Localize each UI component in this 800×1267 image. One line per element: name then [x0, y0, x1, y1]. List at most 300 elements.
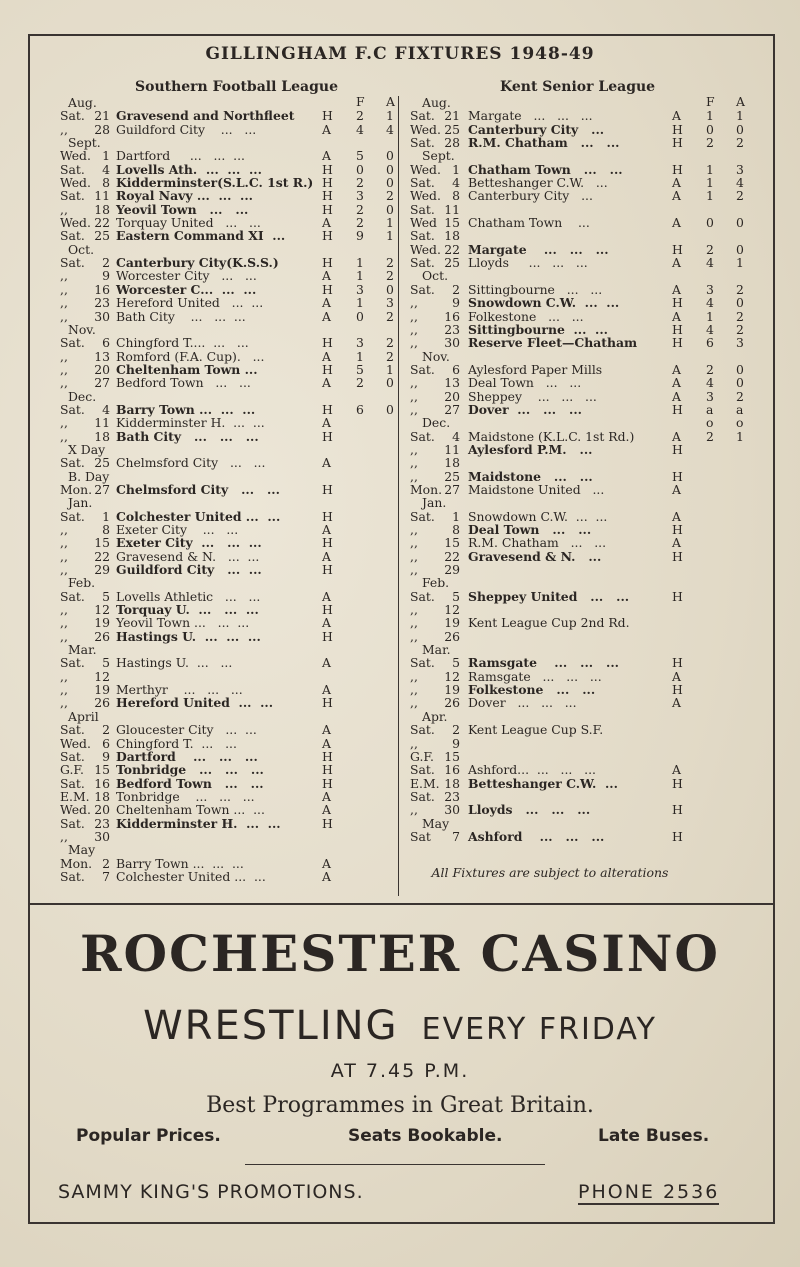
fixture-date: 27 — [444, 481, 460, 497]
fixture-day: Wed. — [60, 215, 91, 231]
fixture-date: 18 — [94, 201, 110, 217]
fixture-row — [410, 763, 760, 776]
fixture-date: 12 — [94, 668, 110, 684]
fixture-row — [60, 376, 400, 389]
fixture-date: 7 — [452, 828, 460, 844]
fixture-row — [410, 830, 760, 843]
goals-for: 2 — [356, 175, 364, 191]
fixture-venue: H — [672, 802, 683, 818]
fixture-row — [60, 256, 400, 269]
goals-against: 1 — [736, 428, 744, 444]
fixture-venue: H — [322, 508, 333, 524]
fixture-row — [60, 830, 400, 843]
fixture-day: Sat. — [60, 655, 85, 671]
fixture-opponent: Canterbury City ... — [468, 121, 605, 137]
fixture-venue: A — [672, 375, 681, 391]
fixture-opponent: Ramsgate ... ... ... — [468, 655, 619, 671]
fixture-date: 15 — [444, 215, 460, 231]
month-label: April — [68, 708, 99, 724]
fixture-opponent: Barry Town ... ... ... — [116, 855, 244, 871]
fixture-day: ,, — [60, 281, 68, 297]
fixture-opponent: Worcester C... ... ... — [116, 281, 257, 297]
goals-against: 3 — [736, 335, 744, 351]
fixture-day: Wed. — [60, 735, 91, 751]
goals-against: 2 — [736, 388, 744, 404]
fixture-venue: A — [672, 695, 681, 711]
fixture-day: ,, — [60, 415, 68, 431]
month-label: Jan. — [422, 495, 447, 511]
fixture-opponent: Ramsgate ... ... ... — [468, 668, 602, 684]
fixture-day: Sat. — [410, 588, 435, 604]
fixture-date: 6 — [452, 361, 460, 377]
fixture-venue: A — [322, 215, 331, 231]
fixture-day: ,, — [410, 562, 418, 578]
fixture-venue: A — [672, 428, 681, 444]
fixture-row — [60, 510, 400, 523]
fixture-venue: A — [322, 415, 331, 431]
kent-league-heading: Kent Senior League — [500, 79, 656, 95]
fixture-row — [60, 550, 400, 563]
fixture-date: 13 — [94, 348, 110, 364]
against-header: A — [736, 94, 745, 109]
fixture-row — [410, 216, 760, 229]
fixture-row — [60, 616, 400, 629]
fixture-row — [60, 683, 400, 696]
fixture-day: ,, — [60, 295, 68, 311]
month-heading — [410, 710, 760, 723]
month-label: Oct. — [422, 268, 449, 284]
fixture-row — [60, 630, 400, 643]
fixture-date: 11 — [444, 441, 460, 457]
fixture-venue: A — [322, 455, 331, 471]
fixture-day: Sat. — [410, 361, 435, 377]
fixture-opponent: Chingford T. ... ... — [116, 735, 237, 751]
fixture-day: Sat. — [410, 655, 435, 671]
fixture-venue: H — [672, 161, 683, 177]
fixture-opponent: Tonbridge ... ... ... — [116, 788, 255, 804]
fixture-day: Sat. — [60, 108, 85, 124]
fixture-date: 1 — [102, 148, 110, 164]
fixture-date: 25 — [444, 121, 460, 137]
fixture-row — [410, 470, 760, 483]
fixture-day: ,, — [410, 335, 418, 351]
month-heading — [60, 136, 400, 149]
month-label: Sept. — [422, 148, 455, 164]
fixture-venue: A — [672, 215, 681, 231]
fixture-date: 2 — [102, 255, 110, 271]
fixture-date: 30 — [94, 828, 110, 844]
fixture-day: Sat — [410, 828, 431, 844]
fixture-venue: H — [672, 441, 683, 457]
goals-against: 4 — [386, 121, 394, 137]
fixture-venue: A — [672, 508, 681, 524]
fixture-date: 25 — [444, 468, 460, 484]
fixture-row — [60, 590, 400, 603]
fixture-venue: H — [322, 762, 333, 778]
fixture-date: 30 — [444, 335, 460, 351]
month-heading — [60, 496, 400, 509]
advert-best-programmes: Best Programmes in Great Britain. — [206, 1093, 594, 1118]
fixture-venue: H — [322, 815, 333, 831]
month-heading — [60, 843, 400, 856]
fixture-day: ,, — [60, 308, 68, 324]
goals-for: 4 — [706, 255, 714, 271]
fixture-row — [60, 296, 400, 309]
goals-against: 2 — [736, 321, 744, 337]
fixture-date: 12 — [444, 602, 460, 618]
fixture-date: 26 — [444, 695, 460, 711]
fixture-row — [60, 656, 400, 669]
fixture-opponent: Yeovil Town ... ... ... — [116, 615, 250, 631]
fixture-day: Sat. — [60, 401, 85, 417]
advert-time: AT 7.45 P.M. — [330, 1060, 470, 1082]
fixture-opponent: Ashford... ... ... ... — [468, 762, 596, 778]
fixture-date: 11 — [94, 415, 110, 431]
goals-against: 0 — [386, 281, 394, 297]
fixture-row — [410, 656, 760, 669]
month-label: Mar. — [422, 642, 451, 658]
fixture-row — [60, 149, 400, 162]
month-label: Dec. — [68, 388, 97, 404]
fixture-day: Sat. — [60, 161, 85, 177]
fixture-date: 28 — [94, 121, 110, 137]
goals-against: 2 — [386, 255, 394, 271]
fixture-day: ,, — [410, 388, 418, 404]
goals-for: 1 — [356, 268, 364, 284]
fixture-date: 15 — [94, 762, 110, 778]
fixture-row — [60, 336, 400, 349]
fixture-date: 5 — [452, 655, 460, 671]
goals-against: 0 — [736, 241, 744, 257]
goals-against: 1 — [386, 228, 394, 244]
fixture-row — [60, 283, 400, 296]
advert-wrestling-line — [0, 1003, 800, 1049]
fixture-day: ,, — [410, 468, 418, 484]
month-heading — [60, 96, 400, 109]
fixture-venue: A — [672, 388, 681, 404]
goals-for: a — [706, 401, 714, 417]
fixture-day: Mon. — [60, 481, 93, 497]
goals-against: 2 — [386, 335, 394, 351]
fixture-date: 23 — [444, 788, 460, 804]
fixture-date: 18 — [444, 455, 460, 471]
fixture-date: 11 — [94, 188, 110, 204]
fixture-day: Sat. — [410, 201, 435, 217]
goals-against: 0 — [736, 215, 744, 231]
advert-wrestling: WRESTLING — [143, 1003, 399, 1049]
fixture-row — [60, 216, 400, 229]
fixture-day: Wed. — [410, 241, 441, 257]
fixture-venue: H — [322, 335, 333, 351]
fixture-day: Sat. — [410, 228, 435, 244]
fixture-opponent: Deal Town ... ... — [468, 522, 592, 537]
fixture-date: 8 — [102, 175, 110, 191]
fixture-date: 1 — [452, 508, 460, 524]
fixture-row — [60, 363, 400, 376]
fixture-date: 9 — [102, 268, 110, 284]
fixture-venue: A — [672, 108, 681, 124]
fixture-opponent: Bath City ... ... ... — [116, 428, 259, 444]
fixture-date: 2 — [452, 281, 460, 297]
goals-against: 2 — [386, 308, 394, 324]
fixture-opponent: Hastings U. ... ... — [116, 655, 233, 671]
fixture-opponent: Merthyr ... ... ... — [116, 682, 243, 698]
southern-league-heading: Southern Football League — [135, 79, 338, 95]
goals-for: 1 — [706, 108, 714, 124]
fixture-date: 23 — [444, 321, 460, 337]
fixture-row — [60, 176, 400, 189]
goals-for: 3 — [356, 281, 364, 297]
fixture-opponent: Aylesford Paper Mills — [468, 361, 603, 377]
goals-for: 3 — [706, 281, 714, 297]
fixture-row — [410, 563, 760, 576]
fixture-day: G.F. — [60, 762, 84, 778]
goals-against: 1 — [386, 215, 394, 231]
fixture-opponent: Barry Town ... ... ... — [116, 401, 256, 417]
fixture-row — [410, 670, 760, 683]
fixture-opponent: Sittingbourne ... ... — [468, 281, 603, 297]
fixture-venue: H — [672, 548, 683, 564]
fixture-venue: H — [672, 295, 683, 311]
fixture-opponent: Snowdown C.W. ... ... — [468, 508, 608, 524]
fixture-date: 20 — [444, 388, 460, 404]
fixture-date: 16 — [444, 308, 460, 324]
fixture-day: ,, — [410, 321, 418, 337]
month-heading — [60, 710, 400, 723]
fixture-row — [410, 203, 760, 216]
goals-for: 0 — [356, 308, 364, 324]
fixture-day: Sat. — [410, 762, 435, 778]
fixture-day: Sat. — [60, 228, 85, 244]
fixture-day: Sat. — [60, 868, 85, 884]
fixture-day: ,, — [60, 268, 68, 284]
month-label: X Day — [68, 441, 106, 457]
fixture-date: 4 — [452, 428, 460, 444]
goals-against: 0 — [386, 161, 394, 177]
fixture-opponent: Lovells Athletic ... ... — [116, 588, 261, 604]
fixture-row — [410, 136, 760, 149]
fixture-date: 27 — [94, 481, 110, 497]
advert-every-friday: EVERY FRIDAY — [421, 1012, 657, 1047]
fixture-venue: H — [322, 281, 333, 297]
fixture-day: Mon. — [410, 481, 443, 497]
goals-for: 0 — [706, 121, 714, 137]
advert-seats: Seats Bookable. — [348, 1126, 503, 1146]
fixture-day: ,, — [410, 668, 418, 684]
goals-against: 1 — [386, 361, 394, 377]
fixture-opponent: Canterbury City(K.S.S.) — [116, 255, 279, 271]
month-heading — [410, 350, 760, 363]
fixture-venue: A — [672, 188, 681, 204]
fixture-opponent: Sheppey United ... ... — [468, 588, 630, 604]
fixture-day: Sat. — [60, 255, 85, 271]
fixture-opponent: Colchester United ... ... — [116, 508, 281, 524]
fixture-day: G.F. — [410, 748, 434, 764]
fixture-date: 21 — [94, 108, 110, 124]
fixture-opponent: Lovells Ath. ... ... ... — [116, 161, 262, 177]
goals-for: 1 — [706, 308, 714, 324]
goals-for: 0 — [356, 161, 364, 177]
fixture-date: 6 — [102, 335, 110, 351]
fixture-day: E.M. — [60, 788, 90, 804]
fixture-venue: H — [322, 628, 333, 644]
fixture-row — [410, 310, 760, 323]
month-heading — [60, 470, 400, 483]
goals-against: 2 — [736, 135, 744, 151]
goals-against: 0 — [736, 295, 744, 311]
fixture-date: 18 — [94, 788, 110, 804]
advert-phone: PHONE 2536 — [578, 1181, 720, 1203]
fixture-venue: A — [672, 281, 681, 297]
month-label: Mar. — [68, 642, 97, 658]
fixture-venue: A — [322, 588, 331, 604]
fixture-opponent: Chelmsford City ... ... — [116, 481, 280, 497]
goals-for: 1 — [706, 161, 714, 177]
goals-against: 1 — [386, 108, 394, 124]
fixture-date: 15 — [444, 748, 460, 764]
fixture-row — [60, 803, 400, 816]
fixture-opponent: R.M. Chatham ... ... — [468, 535, 607, 551]
goals-against: 2 — [736, 308, 744, 324]
goals-against: 0 — [386, 401, 394, 417]
fixture-date: 22 — [444, 241, 460, 257]
fixture-row — [410, 430, 760, 443]
fixture-venue: A — [322, 868, 331, 884]
fixture-row — [410, 737, 760, 750]
fixture-opponent: Romford (F.A. Cup). ... — [116, 348, 265, 364]
fixture-opponent: Exeter City ... ... — [116, 522, 239, 537]
fixture-date: 5 — [102, 655, 110, 671]
fixture-venue: H — [672, 135, 683, 151]
page-title: GILLINGHAM F.C FIXTURES 1948-49 — [205, 44, 595, 64]
fixture-row — [60, 750, 400, 763]
fixture-date: 4 — [102, 401, 110, 417]
fixture-date: 9 — [452, 295, 460, 311]
fixture-day: ,, — [410, 615, 418, 631]
fixture-row — [410, 229, 760, 242]
goals-against: 1 — [736, 255, 744, 271]
fixture-row — [60, 310, 400, 323]
fixture-opponent: Maidstone United ... — [468, 481, 605, 497]
month-heading — [410, 416, 760, 429]
fixture-row — [410, 616, 760, 629]
month-label: Jan. — [68, 495, 93, 511]
fixture-row — [410, 777, 760, 790]
fixture-venue: A — [322, 148, 331, 164]
fixture-date: 1 — [102, 508, 110, 524]
fixture-opponent: Torquay U. ... ... ... — [116, 602, 259, 618]
fixture-row — [60, 857, 400, 870]
fixture-venue: H — [322, 361, 333, 377]
fixture-venue: A — [322, 682, 331, 698]
fixture-opponent: Dartford ... ... ... — [116, 148, 245, 164]
fixture-day: ,, — [60, 548, 68, 564]
fixture-date: 27 — [94, 375, 110, 391]
fixture-venue: A — [672, 361, 681, 377]
month-heading — [410, 576, 760, 589]
fixture-day: ,, — [60, 121, 68, 137]
month-label: Aug. — [68, 95, 97, 110]
fixture-row — [410, 550, 760, 563]
goals-against: 0 — [736, 121, 744, 137]
fixture-opponent: Guildford City ... ... — [116, 121, 257, 137]
fixture-opponent: Hastings U. ... ... ... — [116, 628, 261, 644]
southern-fixtures-list — [60, 96, 400, 883]
fixture-row — [410, 390, 760, 403]
fixture-row — [60, 737, 400, 750]
fixture-venue: H — [672, 522, 683, 537]
fixture-row — [410, 109, 760, 122]
fixture-opponent: Margate ... ... ... — [468, 108, 593, 124]
fixture-day: ,, — [60, 361, 68, 377]
month-heading — [410, 817, 760, 830]
month-label: May — [422, 815, 450, 831]
goals-for: 3 — [706, 388, 714, 404]
fixture-date: 20 — [94, 802, 110, 818]
month-label: May — [68, 842, 96, 858]
fixture-day: Sat. — [60, 815, 85, 831]
fixture-venue: H — [672, 775, 683, 791]
fixture-day: Sat. — [410, 722, 435, 738]
fixture-date: 19 — [444, 682, 460, 698]
goals-against: 2 — [386, 348, 394, 364]
fixture-venue: H — [672, 468, 683, 484]
fixture-row — [410, 456, 760, 469]
goals-for: 9 — [356, 228, 364, 244]
fixture-opponent: Reserve Fleet—Chatham — [468, 335, 638, 351]
fixture-opponent: Colchester United ... ... — [116, 868, 266, 884]
fixture-row — [60, 763, 400, 776]
goals-for: 5 — [356, 361, 364, 377]
fixture-day: ,, — [410, 522, 418, 537]
goals-against: a — [736, 401, 744, 417]
fixture-venue: A — [672, 481, 681, 497]
fixture-row — [410, 123, 760, 136]
goals-for: 1 — [706, 188, 714, 204]
fixture-day: Wed. — [410, 121, 441, 137]
fixture-date: 4 — [452, 175, 460, 191]
fixture-date: 26 — [94, 695, 110, 711]
fixture-date: 8 — [452, 188, 460, 204]
fixture-date: 12 — [94, 602, 110, 618]
fixture-date: 2 — [452, 722, 460, 738]
fixture-venue: A — [322, 295, 331, 311]
fixture-date: 8 — [102, 522, 110, 537]
fixture-date: 30 — [94, 308, 110, 324]
fixture-opponent: Kent League Cup S.F. — [468, 722, 604, 738]
fixture-date: 26 — [94, 628, 110, 644]
fixture-row — [410, 483, 760, 496]
fixture-row — [60, 189, 400, 202]
fixture-venue: A — [322, 655, 331, 671]
fixture-venue: H — [322, 428, 333, 444]
goals-for: 2 — [706, 135, 714, 151]
fixture-date: 9 — [102, 748, 110, 764]
fixture-row — [60, 229, 400, 242]
fixture-date: 19 — [94, 615, 110, 631]
fixture-day: ,, — [60, 535, 68, 551]
fixture-day: Wed. — [60, 148, 91, 164]
fixture-venue: A — [322, 855, 331, 871]
fixture-date: 15 — [444, 535, 460, 551]
fixture-day: ,, — [60, 428, 68, 444]
fixture-row — [60, 523, 400, 536]
fixture-date: 2 — [102, 855, 110, 871]
fixture-row — [60, 350, 400, 363]
fixture-row — [60, 696, 400, 709]
fixture-date: 26 — [444, 628, 460, 644]
fixture-day: ,, — [60, 522, 68, 537]
